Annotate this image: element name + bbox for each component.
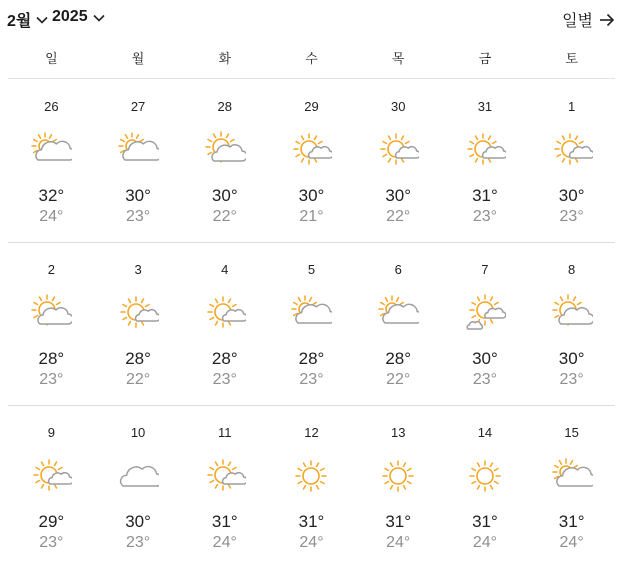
- day-cell[interactable]: [268, 405, 355, 568]
- day-date: 11: [218, 425, 232, 440]
- mostly-cloudy-icon: [30, 129, 72, 171]
- day-cell[interactable]: [528, 79, 615, 242]
- day-cell[interactable]: [95, 79, 182, 242]
- day-date: 27: [130, 99, 146, 114]
- day-cell[interactable]: [442, 79, 529, 242]
- low-temp: 23°: [125, 534, 151, 551]
- low-temp: 24°: [559, 534, 584, 551]
- weekday-header-row: [8, 40, 615, 79]
- low-temp: 23°: [559, 371, 584, 388]
- low-temp: 23°: [472, 371, 498, 388]
- high-temp: 32°: [38, 186, 65, 205]
- high-temp: 31°: [472, 186, 498, 205]
- year-select[interactable]: [52, 8, 105, 26]
- high-temp: 31°: [211, 512, 238, 531]
- mostly-sunny-icon: [204, 292, 246, 334]
- high-temp: 28°: [385, 349, 412, 368]
- day-date: 3: [134, 262, 142, 277]
- low-temp: 22°: [386, 208, 411, 225]
- year-label: 2025: [52, 8, 88, 25]
- day-cell[interactable]: [8, 405, 95, 568]
- partly-cloudy-icon: [204, 129, 246, 171]
- high-temp: 31°: [558, 512, 585, 531]
- day-cell[interactable]: [528, 242, 615, 405]
- day-date: 7: [481, 262, 489, 277]
- day-date: 30: [390, 99, 406, 114]
- low-temp: 23°: [125, 208, 151, 225]
- mostly-sunny-icon: [464, 129, 506, 171]
- high-temp: 29°: [38, 512, 65, 531]
- day-date: 9: [47, 425, 55, 440]
- sunny-icon: [290, 455, 332, 497]
- day-date: 14: [477, 425, 493, 440]
- high-temp: 31°: [385, 512, 412, 531]
- week-row: [8, 79, 615, 243]
- weekday-label: 토: [565, 51, 578, 66]
- mostly-sunny-icon: [117, 292, 159, 334]
- day-date: 8: [568, 262, 576, 277]
- day-cell[interactable]: [355, 405, 442, 568]
- low-temp: 24°: [212, 534, 237, 551]
- high-temp: 31°: [472, 512, 498, 531]
- high-temp: 28°: [211, 349, 238, 368]
- weekday-label: 수: [305, 51, 318, 66]
- day-cell[interactable]: [355, 79, 442, 242]
- mostly-cloudy-icon: [290, 292, 332, 334]
- daily-view-label: 일별: [562, 13, 593, 30]
- day-cell[interactable]: [268, 79, 355, 242]
- day-date: 29: [304, 99, 319, 114]
- calendar-header: [0, 0, 625, 38]
- high-temp: 30°: [385, 186, 412, 205]
- high-temp: 28°: [125, 349, 151, 368]
- sunny-icon: [464, 455, 506, 497]
- high-temp: 30°: [211, 186, 238, 205]
- high-temp: 31°: [298, 512, 325, 531]
- mostly-cloudy-icon: [377, 292, 419, 334]
- partly-cloudy-icon: [30, 292, 72, 334]
- week-row: [8, 405, 615, 568]
- low-temp: 23°: [212, 371, 237, 388]
- weekday-label: 월: [131, 51, 145, 66]
- low-temp: 24°: [472, 534, 498, 551]
- high-temp: 30°: [558, 186, 585, 205]
- day-cell[interactable]: [442, 405, 529, 568]
- arrow-right-icon: [599, 13, 615, 27]
- month-label: 2월: [7, 13, 32, 30]
- mostly-sunny-icon: [290, 129, 332, 171]
- mostly-cloudy-icon: [551, 455, 593, 497]
- day-date: 12: [304, 425, 319, 440]
- partly-cloudy-icon: [551, 292, 593, 334]
- cloudy-icon: [117, 455, 159, 497]
- day-cell[interactable]: [8, 242, 95, 405]
- weekday-label: 목: [391, 51, 405, 66]
- day-date: 28: [217, 99, 233, 114]
- mostly-sunny-icon: [377, 129, 419, 171]
- day-cell[interactable]: [355, 242, 442, 405]
- low-temp: 22°: [212, 208, 237, 225]
- low-temp: 24°: [39, 208, 64, 225]
- weekday-label: 금: [478, 51, 492, 66]
- low-temp: 24°: [299, 534, 324, 551]
- day-cell[interactable]: [181, 79, 268, 242]
- high-temp: 30°: [558, 349, 585, 368]
- chevron-down-icon: [93, 14, 105, 22]
- day-date: 4: [221, 262, 229, 277]
- low-temp: 21°: [299, 208, 324, 225]
- day-cell[interactable]: [528, 405, 615, 568]
- low-temp: 23°: [472, 208, 498, 225]
- low-temp: 23°: [39, 534, 64, 551]
- sunny-icon: [377, 455, 419, 497]
- day-date: 6: [394, 262, 402, 277]
- daily-view-link[interactable]: [562, 8, 615, 31]
- day-date: 1: [568, 99, 576, 114]
- mostly-sunny-icon: [204, 455, 246, 497]
- day-cell[interactable]: [181, 405, 268, 568]
- day-cell[interactable]: [8, 79, 95, 242]
- day-date: 26: [44, 99, 59, 114]
- low-temp: 24°: [386, 534, 411, 551]
- mostly-sunny-icon: [551, 129, 593, 171]
- day-date: 13: [390, 425, 406, 440]
- high-temp: 28°: [298, 349, 325, 368]
- day-date: 2: [47, 262, 55, 277]
- day-date: 10: [130, 425, 146, 440]
- low-temp: 22°: [125, 371, 151, 388]
- day-date: 5: [307, 262, 316, 277]
- low-temp: 22°: [386, 371, 411, 388]
- week-row: [8, 242, 615, 406]
- mostly-cloudy-icon: [117, 129, 159, 171]
- day-cell[interactable]: [442, 242, 529, 405]
- day-cell[interactable]: [95, 242, 182, 405]
- day-date: 15: [564, 425, 579, 440]
- low-temp: 23°: [559, 208, 584, 225]
- weekday-label: 일: [45, 51, 58, 66]
- high-temp: 30°: [125, 512, 151, 531]
- day-cell[interactable]: [95, 405, 182, 568]
- high-temp: 30°: [472, 349, 498, 368]
- weekday-label: 화: [218, 51, 232, 66]
- day-cell[interactable]: [268, 242, 355, 405]
- high-temp: 30°: [298, 186, 325, 205]
- sunny-intervals-icon: [464, 292, 506, 334]
- low-temp: 23°: [39, 371, 64, 388]
- month-select[interactable]: [7, 8, 48, 31]
- day-cell[interactable]: [181, 242, 268, 405]
- day-date: 31: [477, 99, 493, 114]
- low-temp: 23°: [299, 371, 324, 388]
- mostly-sunny-icon: [30, 455, 72, 497]
- chevron-down-icon: [36, 16, 48, 24]
- high-temp: 28°: [38, 349, 65, 368]
- high-temp: 30°: [125, 186, 151, 205]
